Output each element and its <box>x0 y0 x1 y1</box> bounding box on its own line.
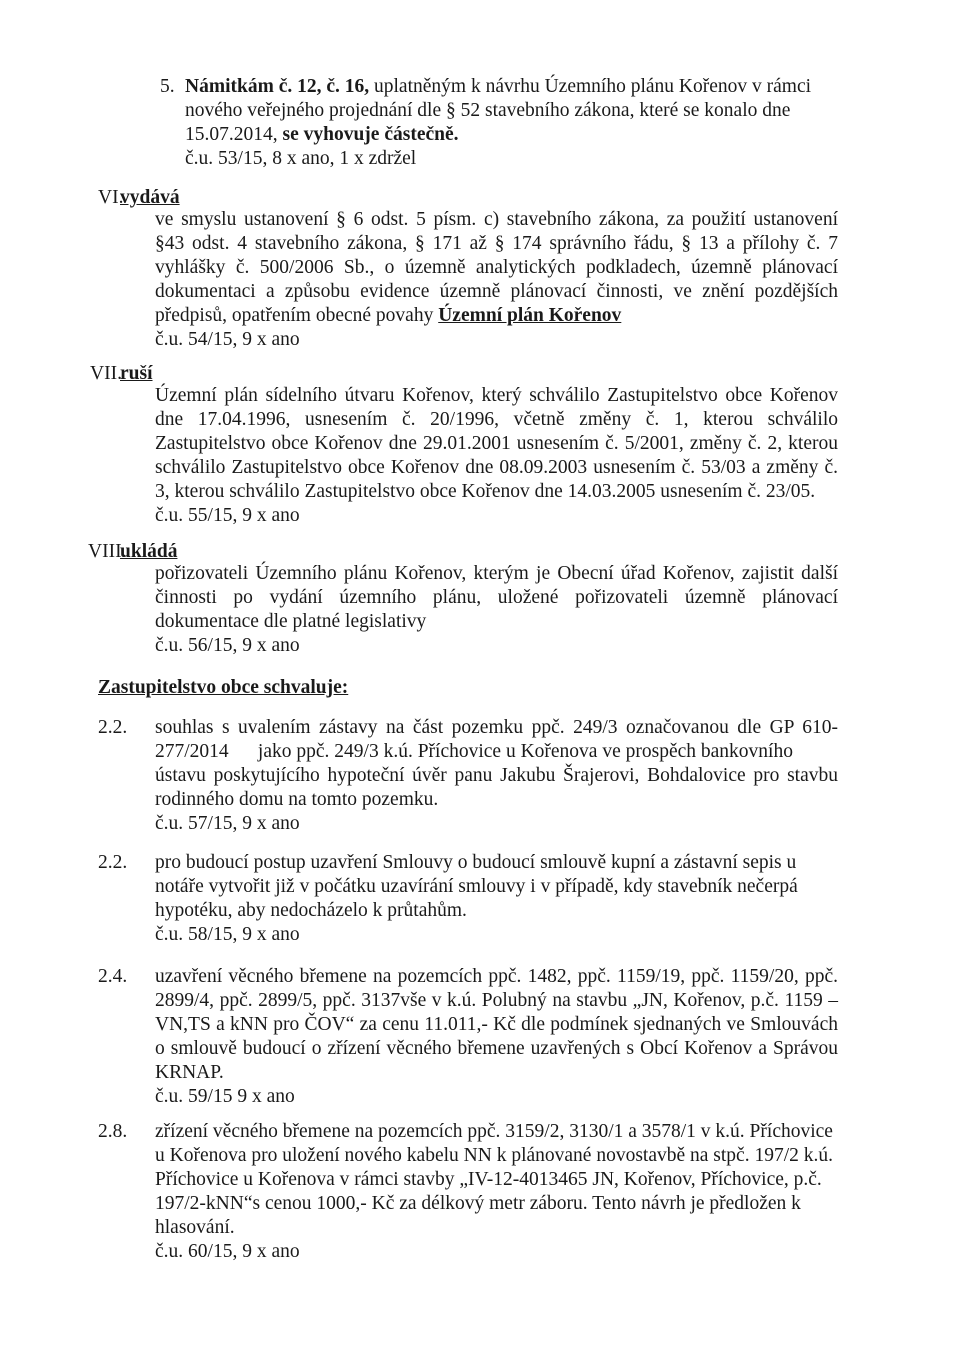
item-5-line-3: 15.07.2014, se vyhovuje částečně. <box>185 124 459 145</box>
vote-result: č.u. 56/15, 9 x ano <box>155 635 300 656</box>
vote-result: č.u. 59/15 9 x ano <box>155 1086 295 1107</box>
item-number: 2.4. <box>98 966 128 987</box>
item-text-line: VN,TS a kNN pro ČOV“ za cenu 11.011,- Kč dle podmínek sjednaných ve Smlouvách <box>155 1014 838 1035</box>
section-text-line: §43 odst. 4 stavebního zákona, § 171 až § 174 správního řádu, § 13 a přílohy č. 7 <box>155 233 838 254</box>
item-text-line: KRNAP. <box>155 1062 224 1083</box>
section-text-line: dne 17.04.1996, usnesením č. 20/1996, včetně změny č. 1, kterou schválilo <box>155 409 838 430</box>
decision-text: se vyhovuje částečně. <box>282 124 459 145</box>
vote-result: č.u. 53/15, 8 x ano, 1 x zdržel <box>185 148 417 169</box>
section-verb: ruší <box>120 363 153 384</box>
section-text-line: schválilo Zastupitelstvo obce Kořenov dne 08.09.2003 usnesením č. 53/03 a změny č. <box>155 457 838 478</box>
section-verb: ukládá <box>120 541 178 562</box>
item-number: 2.2. <box>98 852 128 873</box>
section-numeral: VII. <box>90 363 122 384</box>
item-5-line-2: nového veřejného projednání dle § 52 stavebního zákona, které se konalo dne <box>185 100 791 121</box>
item-text-line: souhlas s uvalením zástavy na část pozemku ppč. 249/3 označovanou dle GP 610- <box>155 717 838 738</box>
item-text-line: ústavu poskytujícího hypoteční úvěr panu Jakubu Šrajerovi, Bohdalovice pro stavbu <box>155 765 838 786</box>
section-text-line: pořizovateli Územního plánu Kořenov, kterým je Obecní úřad Kořenov, zajistit další <box>155 563 838 584</box>
item-text-line: rodinného domu na tomto pozemku. <box>155 789 439 810</box>
section-text-line: činnosti po vydání územního plánu, uložené pořizovateli územně plánovací <box>155 587 838 608</box>
item-text-line: uzavření věcného břemene na pozemcích ppč. 1482, ppč. 1159/19, ppč. 1159/20, ppč. <box>155 966 838 987</box>
item-number: 5. <box>160 76 175 97</box>
item-text-line: 197/2-kNN“s cenou 1000,- Kč za délkový metr záboru. Tento návrh je předložen k <box>155 1193 801 1214</box>
section-verb: vydává <box>120 187 180 208</box>
objection-reference: Námitkám č. 12, č. 16, <box>185 76 370 97</box>
section-text-line: Územní plán sídelního útvaru Kořenov, který schválilo Zastupitelstvo obce Kořenov <box>155 385 838 406</box>
item-text-line: Příchovice u Kořenova v rámci stavby „IV-12-4013465 JN, Kořenov, Příchovice, p.č. <box>155 1169 822 1190</box>
vote-result: č.u. 58/15, 9 x ano <box>155 924 300 945</box>
item-text-line: 277/2014 jako ppč. 249/3 k.ú. Příchovice u Kořenova ve prospěch bankovního <box>155 741 793 762</box>
section-text-line: ve smyslu ustanovení § 6 odst. 5 písm. c) stavebního zákona, za použití ustanovení <box>155 209 838 230</box>
item-text-line: u Kořenova pro uložení nového kabelu NN k plánované novostavbě na stpč. 197/2 k.ú. <box>155 1145 834 1166</box>
section-text-line: vyhlášky č. 500/2006 Sb., o územně analytických podkladech, územně plánovací <box>155 257 838 278</box>
item-number: 2.8. <box>98 1121 128 1142</box>
item-text-line: notáře vytvořit již v počátku uzavírání smlouvy i v případě, kdy stavebník nečerpá <box>155 876 798 897</box>
section-text-line: dokumentaci a způsobu evidence územně plánovací činnosti, ve znění pozdějších <box>155 281 838 302</box>
vote-result: č.u. 57/15, 9 x ano <box>155 813 300 834</box>
item-text-line: zřízení věcného břemene na pozemcích ppč. 3159/2, 3130/1 a 3578/1 v k.ú. Příchovice <box>155 1121 833 1142</box>
item-number: 2.2. <box>98 717 128 738</box>
vote-result: č.u. 55/15, 9 x ano <box>155 505 300 526</box>
section-text-line: 3, kterou schválilo Zastupitelstvo obce Kořenov dne 14.03.2005 usnesením č. 23/05. <box>155 481 816 502</box>
item-text-line: pro budoucí postup uzavření Smlouvy o budoucí smlouvě kupní a zástavní sepis u <box>155 852 797 873</box>
vote-result: č.u. 54/15, 9 x ano <box>155 329 300 350</box>
section-numeral: VI. <box>98 187 124 208</box>
item-text-line: hlasování. <box>155 1217 235 1238</box>
section-numeral: VIII. <box>88 541 127 562</box>
item-text-line: o smlouvě budoucí o zřízení věcného břemene uzavřených s Obcí Kořenov a Správou <box>155 1038 838 1059</box>
item-text-line: 2899/4, ppč. 2899/5, ppč. 3137vše v k.ú. Polubný na stavbu „JN, Kořenov, p.č. 1159 – <box>155 990 838 1011</box>
item-text-line: hypotéku, aby nedocházelo k průtahům. <box>155 900 467 921</box>
approves-heading: Zastupitelstvo obce schvaluje: <box>98 677 349 698</box>
item-5-line-1: Námitkám č. 12, č. 16, uplatněným k návrhu Územního plánu Kořenov v rámci <box>185 76 812 97</box>
section-text-line: předpisů, opatřením obecné povahy Územní plán Kořenov <box>155 305 622 326</box>
section-text-line: Zastupitelstvo obce Kořenov dne 29.01.2001 usnesením č. 5/2001, změny č. 2, kterou <box>155 433 838 454</box>
section-text-line: dokumentace dle platné legislativy <box>155 611 427 632</box>
vote-result: č.u. 60/15, 9 x ano <box>155 1241 300 1262</box>
plan-title: Územní plán Kořenov <box>438 305 622 326</box>
